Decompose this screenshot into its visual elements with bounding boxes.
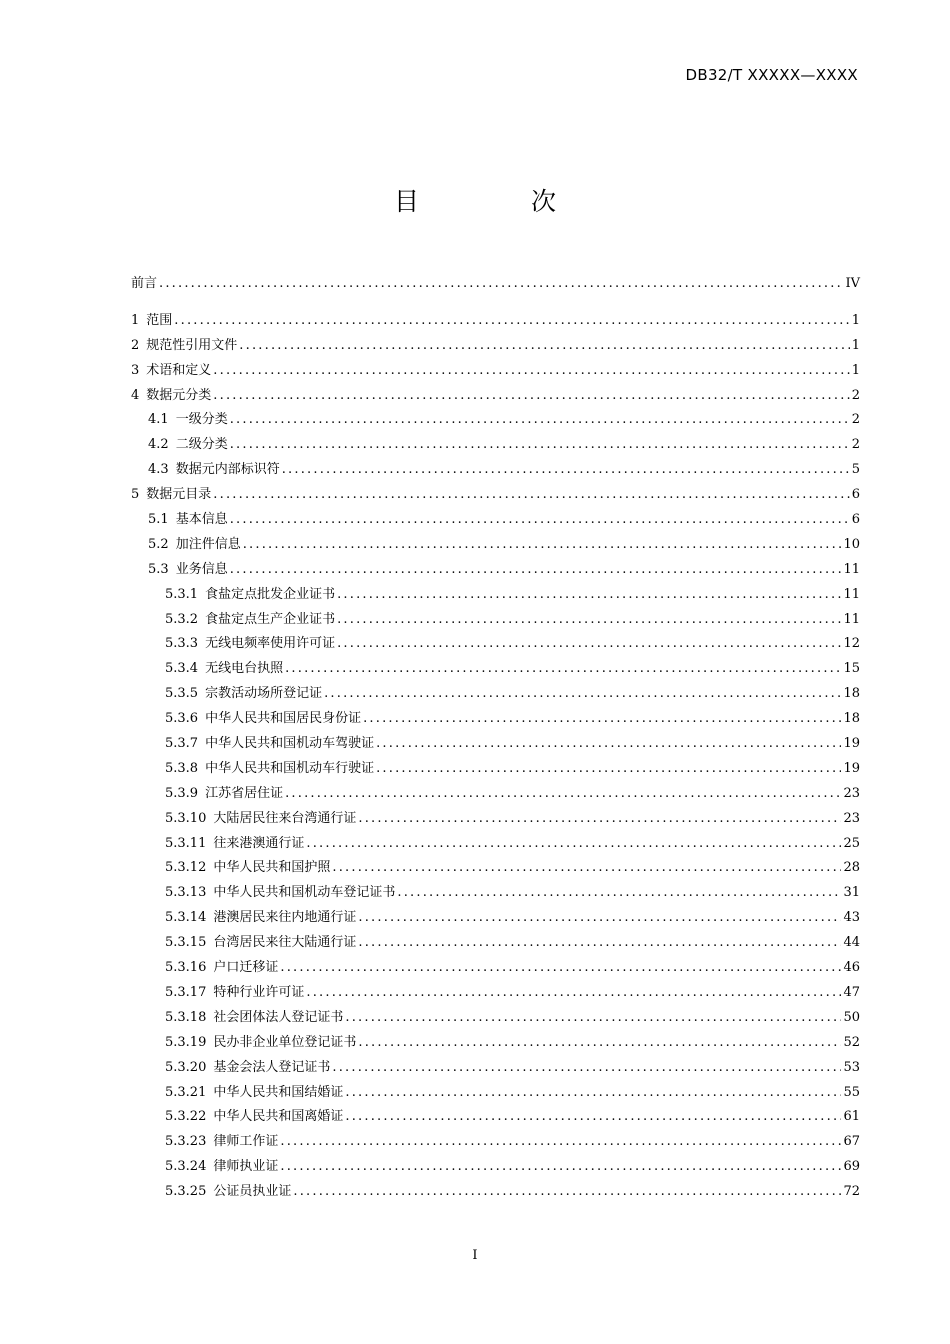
toc-entry-number: 4 <box>131 387 140 403</box>
toc-entry-page: 15 <box>843 661 860 677</box>
toc-entry-title: 律师工作证 <box>213 1134 279 1150</box>
toc-entry[interactable] <box>131 906 860 931</box>
toc-entry-page: 18 <box>843 711 860 727</box>
toc-entry-number: 5.3.15 <box>165 935 207 951</box>
toc-entry-number: 4.2 <box>148 437 169 453</box>
toc-entry-page: 25 <box>843 835 860 851</box>
toc-entry[interactable] <box>131 956 860 981</box>
toc-entry[interactable] <box>131 334 860 359</box>
toc-entry-number: 4.1 <box>148 412 169 428</box>
toc-entry-title: 公证员执业证 <box>213 1184 292 1200</box>
toc-entry[interactable] <box>131 309 860 334</box>
toc-entry-page: 18 <box>843 686 860 702</box>
toc-entry-number: 5.3.24 <box>165 1159 207 1175</box>
toc-entry-number: 5.3.9 <box>165 785 199 801</box>
toc-entry-page: 10 <box>843 536 860 552</box>
toc-dot-leader <box>358 807 841 832</box>
toc-entry-page: IV <box>845 276 860 291</box>
toc-dot-leader <box>280 956 841 981</box>
toc-dot-leader <box>230 558 842 583</box>
toc-entry-title: 往来港澳通行证 <box>213 835 305 851</box>
toc-entry-title: 二级分类 <box>175 437 228 453</box>
toc-entry-page: 55 <box>843 1084 860 1100</box>
toc-entry-page: 2 <box>851 412 860 428</box>
toc-dot-leader <box>363 707 841 732</box>
toc-dot-leader <box>376 732 841 757</box>
toc-dot-leader <box>213 359 849 384</box>
toc-entry[interactable] <box>131 931 860 956</box>
toc-entry[interactable] <box>131 1180 860 1205</box>
toc-dot-leader <box>280 1130 841 1155</box>
toc-entry-page: 31 <box>843 885 860 901</box>
toc-entry-number: 5.3.13 <box>165 885 207 901</box>
toc-entry-number: 5.3.19 <box>165 1034 207 1050</box>
toc-entry-title: 一级分类 <box>175 412 228 428</box>
toc-entry-title: 数据元分类 <box>146 387 212 403</box>
toc-entry-page: 11 <box>843 586 860 602</box>
toc-entry-title: 中华人民共和国离婚证 <box>213 1109 344 1125</box>
toc-entry-title: 中华人民共和国居民身份证 <box>205 711 362 727</box>
toc-entry-number: 5.1 <box>148 512 169 528</box>
toc-entry[interactable] <box>131 632 860 657</box>
toc-entry-page: 2 <box>851 387 860 403</box>
toc-entry[interactable] <box>131 782 860 807</box>
toc-entry[interactable] <box>131 1056 860 1081</box>
toc-dot-leader <box>306 832 841 857</box>
toc-dot-leader <box>337 608 841 633</box>
toc-entry[interactable] <box>131 458 860 483</box>
toc-entry-title: 食盐定点批发企业证书 <box>205 586 336 602</box>
toc-entry-page: 50 <box>843 1009 860 1025</box>
toc-entry-number: 5.3.21 <box>165 1084 207 1100</box>
toc-dot-leader <box>345 1105 841 1130</box>
toc-entry-number: 5.3.12 <box>165 860 207 876</box>
toc-entry-number: 1 <box>131 312 140 328</box>
toc-entry[interactable] <box>131 583 860 608</box>
toc-entry-page: 12 <box>843 636 860 652</box>
toc-entry-page: 6 <box>851 487 860 503</box>
toc-dot-leader <box>213 483 849 508</box>
toc-entry-title: 中华人民共和国护照 <box>213 860 331 876</box>
toc-entry[interactable] <box>131 408 860 433</box>
toc-entry[interactable] <box>131 732 860 757</box>
toc-entry[interactable] <box>131 981 860 1006</box>
toc-entry-page: 44 <box>843 935 860 951</box>
toc-dot-leader <box>306 981 841 1006</box>
toc-entry-page: 23 <box>843 810 860 826</box>
toc-entry[interactable] <box>131 1006 860 1031</box>
toc-entry-title: 中华人民共和国机动车驾驶证 <box>205 736 375 752</box>
toc-entry-number: 5.3.3 <box>165 636 199 652</box>
toc-entry-number: 5.3.17 <box>165 984 207 1000</box>
toc-entry[interactable] <box>131 1130 860 1155</box>
toc-dot-leader <box>239 334 849 359</box>
toc-entry-number: 5.3.11 <box>165 835 207 851</box>
toc-entry[interactable] <box>131 508 860 533</box>
toc-entry-number: 5.3.8 <box>165 760 199 776</box>
toc-entry-page: 43 <box>843 910 860 926</box>
toc-entry-title: 前言 <box>131 276 158 291</box>
toc-dot-leader <box>213 384 849 409</box>
toc-entry-title: 户口迁移证 <box>213 960 279 976</box>
toc-entry-title: 无线电频率使用许可证 <box>205 636 336 652</box>
toc-entry-title: 台湾居民来往大陆通行证 <box>213 935 357 951</box>
toc-entry-number: 4.3 <box>148 462 169 478</box>
toc-dot-leader <box>358 1031 841 1056</box>
toc-entry-page: 6 <box>851 512 860 528</box>
toc-entry-title: 规范性引用文件 <box>146 337 238 353</box>
toc-entry-page: 28 <box>843 860 860 876</box>
toc-entry-number: 5.3.25 <box>165 1184 207 1200</box>
toc-entry-page: 1 <box>851 362 860 378</box>
toc-entry[interactable] <box>131 483 860 508</box>
toc-entry-page: 47 <box>843 984 860 1000</box>
toc-entry-number: 5 <box>131 487 140 503</box>
toc-dot-leader <box>376 757 841 782</box>
toc-entry-title: 社会团体法人登记证书 <box>213 1009 344 1025</box>
toc-entry-title: 基本信息 <box>175 512 228 528</box>
toc-entry-page: 11 <box>843 611 860 627</box>
toc-dot-leader <box>337 583 841 608</box>
toc-entry-title: 中华人民共和国结婚证 <box>213 1084 344 1100</box>
toc-dot-leader <box>280 1155 841 1180</box>
toc-entry-title: 江苏省居住证 <box>205 785 284 801</box>
toc-entry-title: 术语和定义 <box>146 362 212 378</box>
toc-dot-leader <box>230 408 850 433</box>
toc-entry-page: 11 <box>843 561 860 577</box>
toc-entry-title: 数据元内部标识符 <box>175 462 280 478</box>
toc-dot-leader <box>230 508 850 533</box>
toc-entry-title: 范围 <box>146 312 173 328</box>
toc-entry-page: 2 <box>851 437 860 453</box>
toc-entry-page: 1 <box>851 312 860 328</box>
toc-entry[interactable] <box>131 558 860 583</box>
toc-dot-leader <box>337 632 841 657</box>
toc-dot-leader <box>285 657 841 682</box>
toc-entry[interactable] <box>131 757 860 782</box>
toc-entry-number: 5.3.22 <box>165 1109 207 1125</box>
toc-entry-number: 5.3.2 <box>165 611 199 627</box>
toc-dot-leader <box>345 1081 841 1106</box>
toc-dot-leader <box>174 309 849 334</box>
toc-dot-leader <box>293 1180 841 1205</box>
toc-entry[interactable] <box>131 807 860 832</box>
document-code: DB32/T XXXXX—XXXX <box>685 66 858 84</box>
toc-entry-number: 5.3.1 <box>165 586 199 602</box>
toc-entry[interactable] <box>131 1155 860 1180</box>
toc-entry[interactable] <box>131 856 860 881</box>
toc-entry-page: 53 <box>843 1059 860 1075</box>
toc-entry-number: 5.2 <box>148 536 169 552</box>
toc-entry-page: 72 <box>843 1184 860 1200</box>
toc-entry-number: 5.3.5 <box>165 686 199 702</box>
toc-entry[interactable] <box>131 881 860 906</box>
toc-entry[interactable] <box>131 608 860 633</box>
toc-entry[interactable] <box>131 1031 860 1056</box>
toc-entry[interactable] <box>131 1081 860 1106</box>
toc-entry-page: 19 <box>843 736 860 752</box>
toc-entry[interactable] <box>131 682 860 707</box>
page-number: I <box>472 1248 478 1263</box>
table-of-contents <box>131 272 860 1205</box>
toc-dot-leader <box>159 272 843 297</box>
toc-entry-number: 5.3.20 <box>165 1059 207 1075</box>
toc-entry-number: 5.3.14 <box>165 910 207 926</box>
toc-entry[interactable] <box>131 707 860 732</box>
toc-entry-title: 数据元目录 <box>146 487 212 503</box>
toc-dot-leader <box>324 682 841 707</box>
toc-entry[interactable] <box>131 359 860 384</box>
toc-entry-number: 5.3.10 <box>165 810 207 826</box>
toc-entry-number: 5.3.6 <box>165 711 199 727</box>
toc-entry[interactable] <box>131 657 860 682</box>
toc-entry-page: 1 <box>851 337 860 353</box>
toc-dot-leader <box>282 458 850 483</box>
toc-entry[interactable] <box>131 832 860 857</box>
toc-entry-number: 5.3 <box>148 561 169 577</box>
toc-entry-number: 5.3.7 <box>165 736 199 752</box>
toc-entry-title: 中华人民共和国机动车行驶证 <box>205 760 375 776</box>
toc-entry-page: 19 <box>843 760 860 776</box>
toc-dot-leader <box>332 1056 841 1081</box>
toc-entry-title: 宗教活动场所登记证 <box>205 686 323 702</box>
toc-entry-title: 大陆居民往来台湾通行证 <box>213 810 357 826</box>
toc-entry[interactable] <box>131 433 860 458</box>
toc-entry-page: 52 <box>843 1034 860 1050</box>
toc-entry-title: 食盐定点生产企业证书 <box>205 611 336 627</box>
toc-dot-leader <box>285 782 841 807</box>
toc-entry-title: 民办非企业单位登记证书 <box>213 1034 357 1050</box>
toc-entry-number: 5.3.4 <box>165 661 199 677</box>
toc-dot-leader <box>230 433 850 458</box>
toc-entry-title: 基金会法人登记证书 <box>213 1059 331 1075</box>
toc-entry[interactable] <box>131 1105 860 1130</box>
toc-dot-leader <box>345 1006 841 1031</box>
toc-entry-number: 5.3.16 <box>165 960 207 976</box>
toc-entry-number: 5.3.18 <box>165 1009 207 1025</box>
toc-entry-title: 律师执业证 <box>213 1159 279 1175</box>
toc-entry-page: 23 <box>843 785 860 801</box>
toc-entry[interactable] <box>131 533 860 558</box>
toc-entry-page: 69 <box>843 1159 860 1175</box>
toc-dot-leader <box>358 931 841 956</box>
toc-entry-page: 61 <box>843 1109 860 1125</box>
toc-dot-leader <box>358 906 841 931</box>
toc-entry-number: 5.3.23 <box>165 1134 207 1150</box>
toc-entry-title: 港澳居民来往内地通行证 <box>213 910 357 926</box>
toc-dot-leader <box>243 533 842 558</box>
page-title: 目 次 <box>394 187 608 216</box>
toc-dot-leader <box>397 881 841 906</box>
toc-dot-leader <box>332 856 841 881</box>
toc-entry[interactable] <box>131 272 860 297</box>
toc-entry-title: 业务信息 <box>175 561 228 577</box>
toc-entry[interactable] <box>131 384 860 409</box>
toc-entry-page: 67 <box>843 1134 860 1150</box>
toc-entry-title: 加注件信息 <box>175 536 241 552</box>
toc-entry-title: 特种行业许可证 <box>213 984 305 1000</box>
toc-entry-number: 3 <box>131 362 140 378</box>
toc-entry-title: 中华人民共和国机动车登记证书 <box>213 885 396 901</box>
toc-entry-number: 2 <box>131 337 140 353</box>
toc-entry-page: 46 <box>843 960 860 976</box>
toc-entry-title: 无线电台执照 <box>205 661 284 677</box>
toc-entry-page: 5 <box>851 462 860 478</box>
